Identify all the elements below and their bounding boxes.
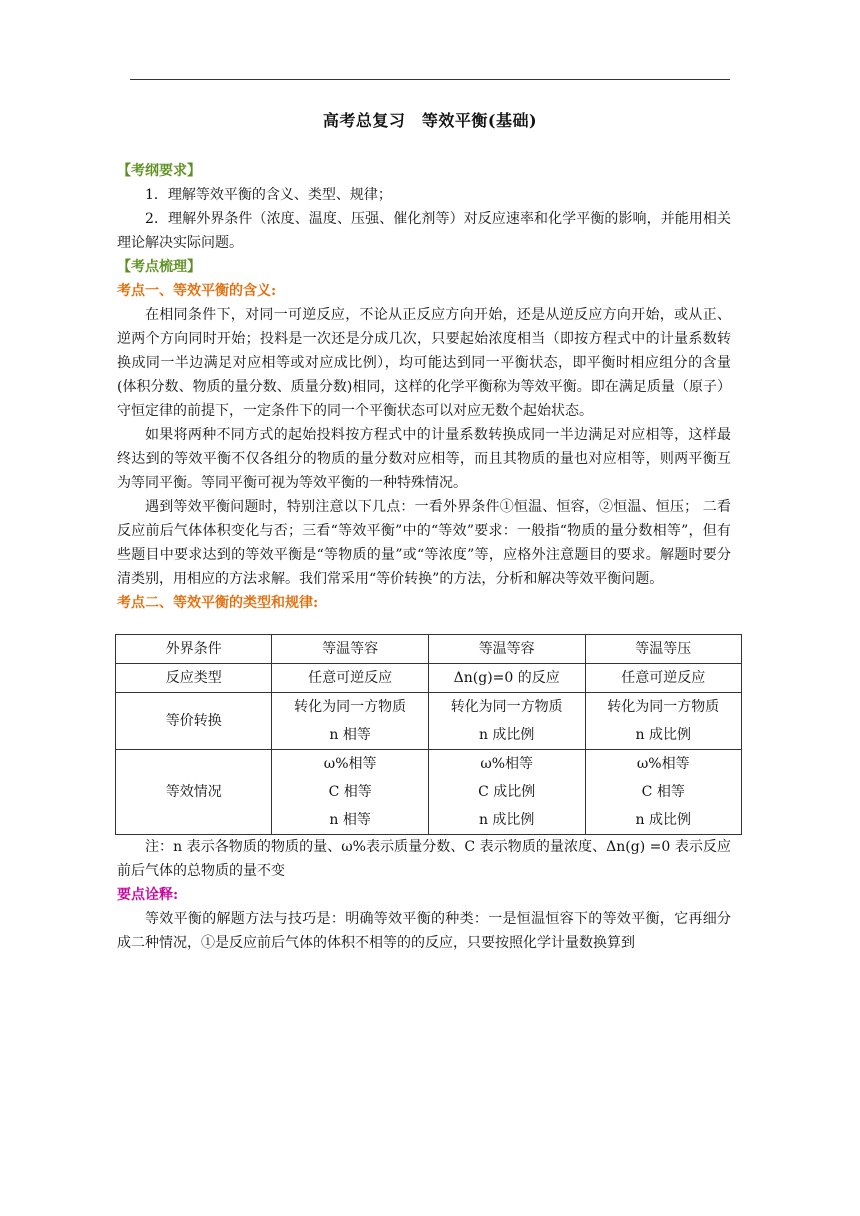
table-cell: 外界条件	[116, 635, 272, 664]
requirement-item-1: 1．理解等效平衡的含义、类型、规律；	[145, 187, 392, 203]
table-cell: 等温等容	[428, 635, 585, 664]
table-row	[116, 750, 742, 835]
table-cell: 等价转换	[116, 693, 272, 750]
table-row	[116, 664, 742, 693]
header-rule	[130, 79, 730, 80]
point1-heading: 考点一、等效平衡的含义:	[117, 283, 277, 299]
table-cell	[428, 750, 585, 835]
requirement-item-2: 2．理解外界条件（浓度、温度、压强、催化剂等）对反应速率和化学平衡的影响，并能用相关理论解决实际问题。	[117, 211, 731, 251]
key-points-paragraph: 等效平衡的解题方法与技巧是：明确等效平衡的种类：一是恒温恒容下的等效平衡，它再细分成二种情况，①是反应前后气体的体积不相等的的反应，只要按照化学计量数换算到	[117, 911, 731, 951]
point1-paragraph-2: 如果将两种不同方式的起始投料按方程式中的计量系数转换成同一半边满足对应相等，这样最终达到的等效平衡不仅各组分的物质的量分数对应相等，而且其物质的量也对应相等，则两平衡互为等同平衡。等同平衡可视为等效平衡的一种特殊情况。	[117, 427, 731, 491]
cell-line: n 相等	[329, 812, 371, 828]
cell-line: ω%相等	[636, 756, 690, 772]
table-cell: 等温等压	[585, 635, 742, 664]
table-cell: 任意可逆反应	[272, 664, 428, 693]
table-cell: 反应类型	[116, 664, 272, 693]
cell-line: ω%相等	[323, 756, 377, 772]
cell-line: n 相等	[329, 727, 371, 743]
document-body	[117, 159, 731, 955]
key-points-heading: 要点诠释:	[117, 887, 179, 903]
table-cell	[272, 693, 428, 750]
table-cell: Δn(g)=0 的反应	[428, 664, 585, 693]
table-cell	[272, 750, 428, 835]
page-title: 高考总复习 等效平衡(基础)	[322, 111, 538, 130]
table-cell	[585, 750, 742, 835]
cell-line: 转化为同一方物质	[607, 699, 720, 715]
equilibrium-table	[115, 634, 742, 835]
cell-line: 转化为同一方物质	[450, 699, 563, 715]
point1-paragraph-1: 在相同条件下，对同一可逆反应，不论从正反应方向开始，还是从逆反应方向开始，或从正、逆两个方向同时开始；投料是一次还是分成几次，只要起始浓度相当（即按方程式中的计量系数转换成同一半边满足对应相等或对应成比例），均可能达到同一平衡状态，即平衡时相应组分的含量(体积分数、物质的量分数、质量分数)相同，这样的化学平衡称为等效平衡。即在满足质量（原子）守恒定律的前提下，一定条件下的同一个平衡状态可以对应无数个起始状态。	[117, 307, 731, 419]
cell-line: n 成比例	[478, 812, 535, 828]
cell-line: C 相等	[328, 784, 372, 800]
table-note: 注：n 表示各物质的物质的量、ω%表示质量分数、C 表示物质的量浓度、Δn(g) =0 表示反应前后气体的总物质的量不变	[117, 839, 731, 879]
table-cell	[585, 693, 742, 750]
section-heading-requirements: 【考纲要求】	[117, 163, 201, 179]
cell-line: n 成比例	[635, 727, 691, 743]
cell-line: n 成比例	[478, 727, 535, 743]
cell-line: C 成比例	[478, 784, 536, 800]
point2-heading: 考点二、等效平衡的类型和规律:	[117, 595, 319, 611]
table-row	[116, 635, 742, 664]
cell-line: 转化为同一方物质	[294, 699, 407, 715]
table-row	[116, 693, 742, 750]
section-heading-points: 【考点梳理】	[117, 259, 201, 275]
table-cell: 等温等容	[272, 635, 428, 664]
table-cell	[428, 693, 585, 750]
cell-line: n 成比例	[635, 812, 691, 828]
cell-line: ω%相等	[480, 756, 534, 772]
table-cell: 任意可逆反应	[585, 664, 742, 693]
cell-line: C 相等	[641, 784, 685, 800]
table-cell: 等效情况	[116, 750, 272, 835]
point1-paragraph-3: 遇到等效平衡问题时，特别注意以下几点：一看外界条件①恒温、恒容，②恒温、恒压； 二看反应前后气体体积变化与否；三看“等效平衡”中的“等效”要求：一般指“物质的量分数相等”，但有些题目中要求达到的等效平衡是“等物质的量”或“等浓度”等，应格外注意题目的要求。解题时要分清类别，用相应的方法求解。我们常采用“等价转换”的方法，分析和解决等效平衡问题。	[117, 499, 731, 587]
